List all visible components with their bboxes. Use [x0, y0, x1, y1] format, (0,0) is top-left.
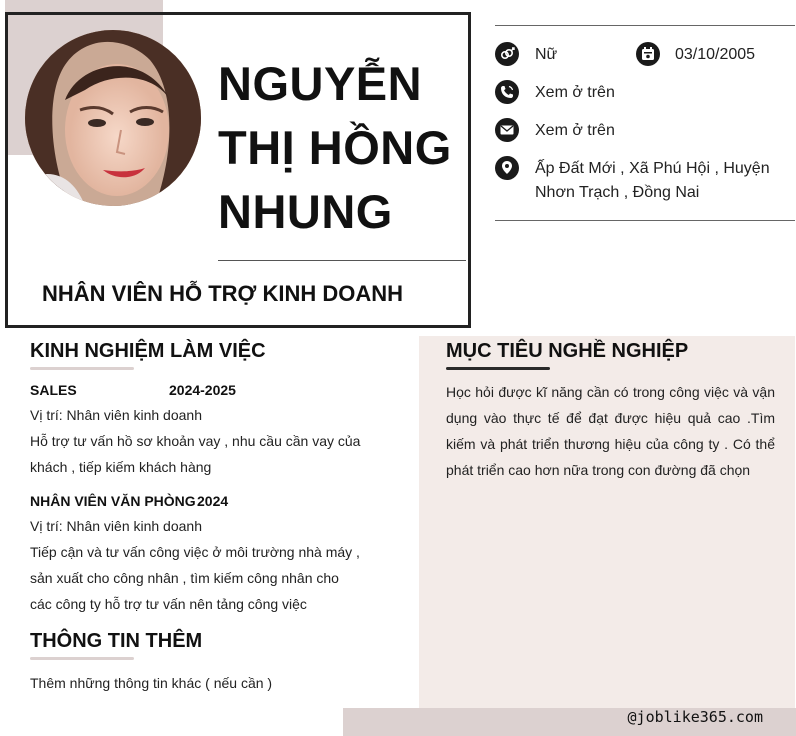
job-1-line-3: khách , tiếp kiếm khách hàng	[30, 459, 212, 475]
objective-line-3: kiếm và phát triển thương hiệu của công ty . Có thể	[446, 436, 775, 452]
objective-line-2: dụng vào thực tế để đạt được hiệu quả cao .Tìm	[446, 410, 775, 426]
candidate-name	[218, 52, 458, 244]
birthdate-value: 03/10/2005	[675, 46, 756, 63]
location-icon	[495, 156, 519, 180]
job-2-line-3: sản xuất cho công nhân , tìm kiếm công nhân cho	[30, 570, 339, 586]
job-2-role: NHÂN VIÊN VĂN PHÒNG	[30, 493, 196, 509]
gender-value: Nữ	[535, 46, 558, 63]
address-line-1: Ấp Đất Mới , Xã Phú Hội , Huyện	[535, 160, 770, 177]
additional-title-underline	[30, 657, 134, 660]
address-line-2: Nhơn Trạch , Đồng Nai	[535, 184, 700, 201]
job-1-period: 2024-2025	[169, 382, 236, 398]
name-line-3: NHUNG	[218, 185, 393, 238]
avatar	[25, 30, 201, 206]
job-2-line-1: Vị trí: Nhân viên kinh doanh	[30, 518, 202, 534]
email-value: Xem ở trên	[535, 122, 615, 139]
job-1-line-1: Vị trí: Nhân viên kinh doanh	[30, 407, 202, 423]
job-title: NHÂN VIÊN HỖ TRỢ KINH DOANH	[42, 281, 403, 306]
name-divider	[218, 260, 466, 261]
job-1-role: SALES	[30, 382, 77, 398]
objective-title-underline	[446, 367, 550, 370]
email-icon	[495, 118, 519, 142]
watermark: @joblike365.com	[627, 708, 763, 726]
objective-line-1: Học hỏi được kĩ năng cần có trong công việc và vận	[446, 384, 775, 400]
name-line-2: THỊ HỒNG	[218, 121, 452, 174]
phone-icon	[495, 80, 519, 104]
experience-section-title: KINH NGHIỆM LÀM VIỆC	[30, 340, 266, 362]
experience-title-underline	[30, 367, 134, 370]
contact-top-divider	[495, 25, 795, 26]
phone-value: Xem ở trên	[535, 84, 615, 101]
objective-section-title: MỤC TIÊU NGHỀ NGHIỆP	[446, 340, 689, 362]
objective-line-4: phát triển cao hơn nữa trong con đường đã chọn	[446, 462, 751, 478]
job-2-period: 2024	[197, 493, 229, 509]
contact-bottom-divider	[495, 220, 795, 221]
additional-section-title: THÔNG TIN THÊM	[30, 630, 203, 652]
additional-text: Thêm những thông tin khác ( nếu cần )	[30, 675, 273, 691]
job-1-line-2: Hỗ trợ tư vấn hồ sơ khoản vay , nhu cầu cần vay của	[30, 433, 361, 449]
gender-icon	[495, 42, 519, 66]
job-2-line-2: Tiếp cận và tư vấn công việc ở môi trường nhà máy ,	[30, 544, 360, 560]
job-2-line-4: các công ty hỗ trợ tư vấn nên tảng công việc	[30, 596, 307, 612]
name-line-1: NGUYỄN	[218, 57, 423, 110]
calendar-icon	[636, 42, 660, 66]
